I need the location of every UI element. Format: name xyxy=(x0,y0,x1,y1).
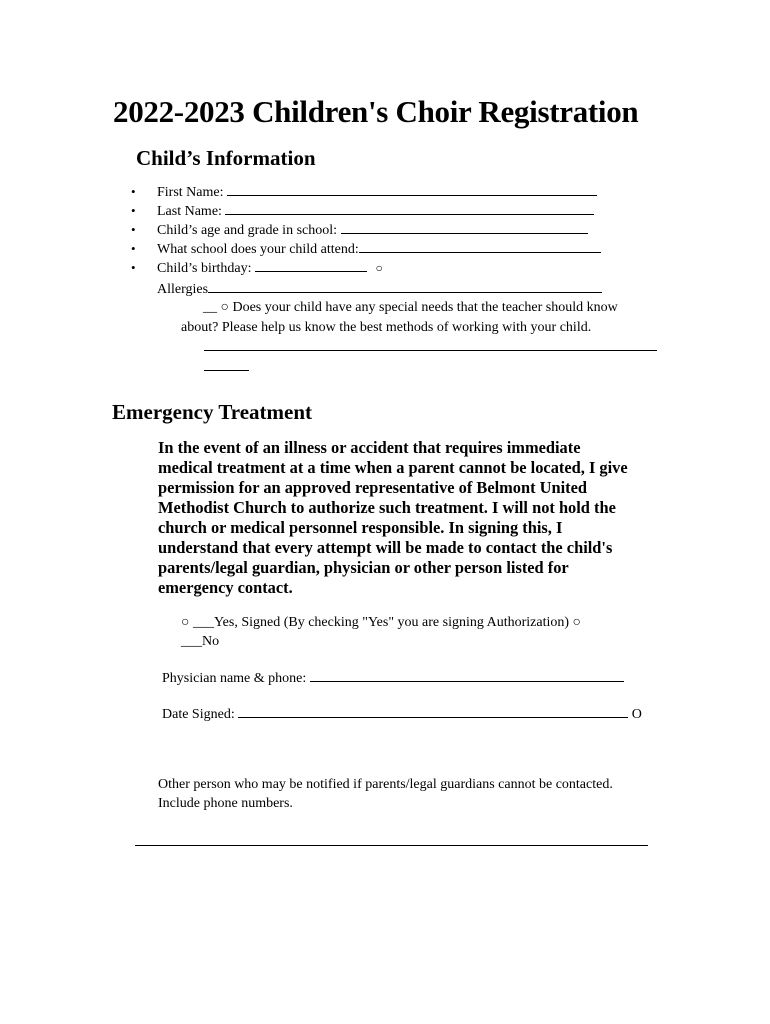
birthday-label: Child’s birthday: xyxy=(157,261,252,276)
first-name-line[interactable] xyxy=(227,183,597,196)
date-signed-field[interactable] xyxy=(162,705,642,723)
child-info-heading: Child’s Information xyxy=(136,146,316,170)
date-signed-line[interactable] xyxy=(238,705,628,718)
special-needs-line2: about? Please help us know the best methods of working with your child. xyxy=(181,320,592,335)
birthday-field[interactable] xyxy=(157,259,383,277)
birthday-line[interactable] xyxy=(255,259,367,272)
page-title: 2022-2023 Children's Choir Registration xyxy=(113,94,639,129)
school-label: What school does your child attend: xyxy=(157,242,359,257)
special-needs-answer-line[interactable] xyxy=(204,350,657,351)
bullet-symbol: • xyxy=(131,260,136,275)
school-line[interactable] xyxy=(359,240,601,253)
first-name-label: First Name: xyxy=(157,185,224,200)
physician-line[interactable] xyxy=(310,669,624,682)
last-name-field[interactable] xyxy=(157,202,594,220)
age-grade-label: Child’s age and grade in school: xyxy=(157,223,338,238)
physician-field[interactable] xyxy=(162,669,624,687)
other-person-answer-line[interactable] xyxy=(135,845,648,846)
date-signed-label: Date Signed: xyxy=(162,707,235,722)
school-field[interactable] xyxy=(157,240,601,258)
paragraph-line: parents/legal guardian, physician or other person listed for xyxy=(158,558,569,577)
last-name-line[interactable] xyxy=(225,202,594,215)
allergies-label: Allergies xyxy=(157,282,209,297)
special-needs-answer-line-2[interactable] xyxy=(204,370,249,371)
allergies-field[interactable] xyxy=(157,280,602,298)
age-grade-field[interactable] xyxy=(157,221,588,239)
no-option[interactable]: ___No xyxy=(181,634,220,649)
paragraph-line: Methodist Church to authorize such treatment. I will not hold the xyxy=(158,498,616,517)
emergency-paragraph xyxy=(158,438,658,598)
paragraph-line: understand that every attempt will be made to contact the child's xyxy=(158,538,613,557)
physician-label: Physician name & phone: xyxy=(162,671,307,686)
bullet-symbol: • xyxy=(131,241,136,256)
yes-signed-option[interactable]: ○ ___Yes, Signed (By checking "Yes" you are signing Authorization) ○ xyxy=(181,615,581,630)
other-person-line2: Include phone numbers. xyxy=(158,796,293,811)
last-name-label: Last Name: xyxy=(157,204,222,219)
first-name-field[interactable] xyxy=(157,183,597,201)
option-circle[interactable]: ○ xyxy=(375,261,383,275)
bullet-symbol: • xyxy=(131,184,136,199)
paragraph-line: permission for an approved representative of Belmont United xyxy=(158,478,588,497)
paragraph-line: medical treatment at a time when a parent cannot be located, I give xyxy=(158,458,628,477)
other-person-line1: Other person who may be notified if parents/legal guardians cannot be contacted. xyxy=(158,777,613,792)
special-needs-line1: __ ○ Does your child have any special needs that the teacher should know xyxy=(203,300,618,315)
allergies-line[interactable] xyxy=(208,280,602,293)
paragraph-line: emergency contact. xyxy=(158,578,293,597)
bullet-symbol: • xyxy=(131,203,136,218)
bullet-symbol: • xyxy=(131,222,136,237)
emergency-heading: Emergency Treatment xyxy=(112,400,313,424)
paragraph-line: church or medical personnel responsible. In signing this, I xyxy=(158,518,563,537)
paragraph-line: In the event of an illness or accident that requires immediate xyxy=(158,438,581,457)
date-signed-suffix: O xyxy=(631,707,642,722)
age-grade-line[interactable] xyxy=(341,221,588,234)
